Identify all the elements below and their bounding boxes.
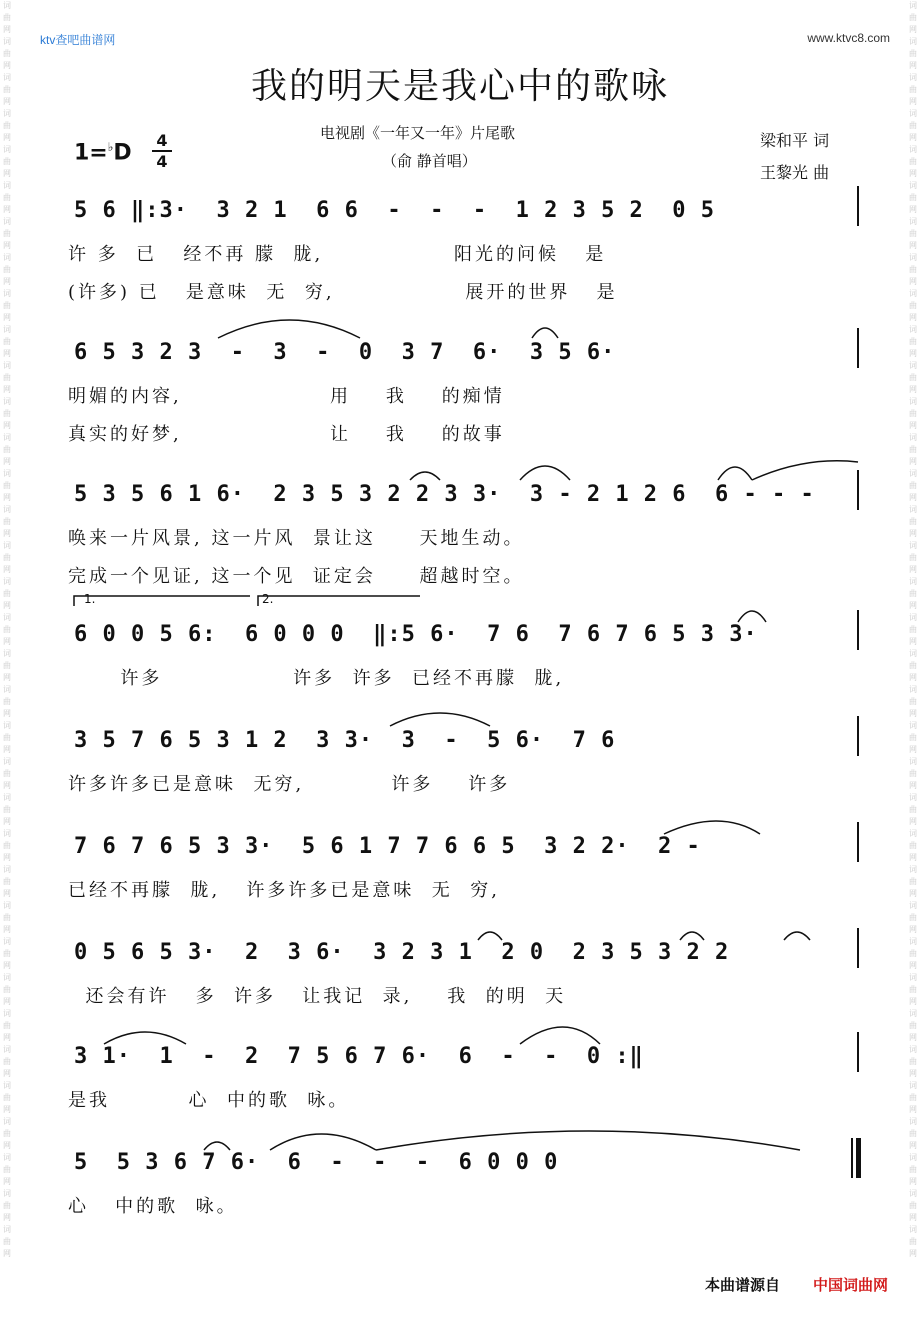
slur-mark — [520, 466, 570, 480]
slur-mark — [680, 932, 704, 940]
slur-mark — [664, 821, 760, 834]
lyric-line-9: 心 中的歌 咏。 — [68, 1196, 238, 1217]
slur-mark — [532, 328, 558, 338]
note-line-4: 6 0 0 5 6: 6 0 0 0 ‖:5 6· 7 6 7 6 7 6 5 3 3· — [74, 622, 758, 647]
lyric-line-7: 还会有许 多 许多 让我记 录, 我 的明 天 — [68, 986, 567, 1007]
lyric-line-6: 已经不再朦 胧, 许多许多已是意味 无 穷, — [68, 880, 500, 901]
lyric-line-3a: 唤来一片风景, 这一片风 景让这 天地生动。 — [68, 528, 525, 549]
footer-source-site[interactable]: 中国词曲网 — [812, 1276, 888, 1294]
slur-mark — [478, 932, 502, 940]
note-line-9: 5 5 3 6 7 6· 6 - - - 6 0 0 0 — [74, 1150, 559, 1175]
lyric-line-2b: 真实的好梦, 让 我 的故事 — [68, 424, 505, 445]
slur-mark — [718, 467, 752, 480]
slur-mark — [270, 1134, 376, 1150]
note-line-7: 0 5 6 5 3· 2 3 6· 3 2 3 1 2 0 2 3 5 3 2 2 — [74, 940, 730, 965]
time-signature — [152, 132, 172, 170]
lyric-line-8: 是我 心 中的歌 咏。 — [68, 1090, 350, 1111]
note-line-8: 3 1· 1 - 2 7 5 6 7 6· 6 - - 0 :‖ — [74, 1044, 644, 1069]
slur-mark — [738, 611, 766, 622]
note-line-2: 6 5 3 2 3 - 3 - 0 3 7 6· 3 5 6· — [74, 340, 616, 365]
watermark-right[interactable]: www.ktvc8.com — [807, 31, 890, 45]
time-signature-bottom: 4 — [156, 152, 168, 171]
slur-mark — [104, 1032, 186, 1044]
slur-mark — [752, 461, 858, 480]
key-prefix: 1= — [74, 140, 108, 166]
slur-mark — [204, 1142, 230, 1150]
flat-sign: ♭ — [107, 140, 114, 154]
lyric-line-5: 许多许多已是意味 无穷, 许多 许多 — [68, 774, 511, 795]
second-ending-mark: 2. — [262, 592, 274, 606]
first-ending-mark: 1. — [84, 592, 96, 606]
song-title: 我的明天是我心中的歌咏 — [250, 66, 669, 107]
slur-mark — [784, 932, 810, 940]
note-line-6: 7 6 7 6 5 3 3· 5 6 1 7 7 6 6 5 3 2 2· 2 - — [74, 834, 701, 859]
watermark-left[interactable]: ktv查吧曲谱网 — [40, 33, 116, 47]
slur-mark — [390, 713, 490, 726]
footer-source-label: 本曲谱源自 — [704, 1276, 780, 1294]
second-ending-bracket — [258, 596, 420, 606]
lyric-line-1a: 许 多 已 经不再 朦 胧, 阳光的问候 是 — [68, 244, 607, 265]
key-note: D — [113, 140, 132, 166]
slur-mark — [410, 472, 440, 480]
final-barline-thick — [856, 1138, 861, 1178]
first-ending-bracket — [74, 596, 250, 606]
time-signature-top: 4 — [156, 131, 168, 150]
lyric-line-1b: (许多) 已 是意味 无 穷, 展开的世界 是 — [68, 282, 618, 303]
song-singer: （俞 静首唱） — [382, 152, 477, 170]
note-line-3: 5 3 5 6 1 6· 2 3 5 3 2 2 3 3· 3 - 2 1 2 6 6 - - - — [74, 482, 815, 507]
composer-credit: 王黎光 曲 — [760, 163, 830, 182]
lyricist-credit: 梁和平 词 — [760, 131, 830, 150]
lyric-line-2a: 明媚的内容, 用 我 的痴情 — [68, 386, 505, 407]
note-line-1: 5 6 ‖:3· 3 2 1 6 6 - - - 1 2 3 5 2 0 5 — [74, 198, 716, 223]
key-signature — [74, 140, 132, 165]
right-watermark-strip: 词曲网词曲网词曲网词曲网词曲网词曲网词曲网词曲网词曲网词曲网词曲网词曲网词曲网词曲网词曲网词曲网词曲网词曲网词曲网词曲网词曲网词曲网词曲网词曲网词曲网词曲网词曲网词曲网词曲网词曲网词曲网词曲网词曲网词曲网词曲网 — [909, 1, 917, 1258]
slur-mark — [376, 1131, 800, 1150]
lyric-line-3b: 完成一个见证, 这一个见 证定会 超越时空。 — [68, 566, 525, 587]
slur-mark — [520, 1027, 600, 1044]
slur-mark — [218, 320, 360, 338]
note-line-5: 3 5 7 6 5 3 1 2 3 3· 3 - 5 6· 7 6 — [74, 728, 616, 753]
song-subtitle: 电视剧《一年又一年》片尾歌 — [320, 124, 516, 142]
left-watermark-strip: 词曲网词曲网词曲网词曲网词曲网词曲网词曲网词曲网词曲网词曲网词曲网词曲网词曲网词曲网词曲网词曲网词曲网词曲网词曲网词曲网词曲网词曲网词曲网词曲网词曲网词曲网词曲网词曲网词曲网词曲网词曲网词曲网词曲网词曲网词曲网 — [3, 1, 11, 1258]
lyric-line-4: 许多 许多 许多 已经不再朦 胧, — [68, 668, 565, 689]
